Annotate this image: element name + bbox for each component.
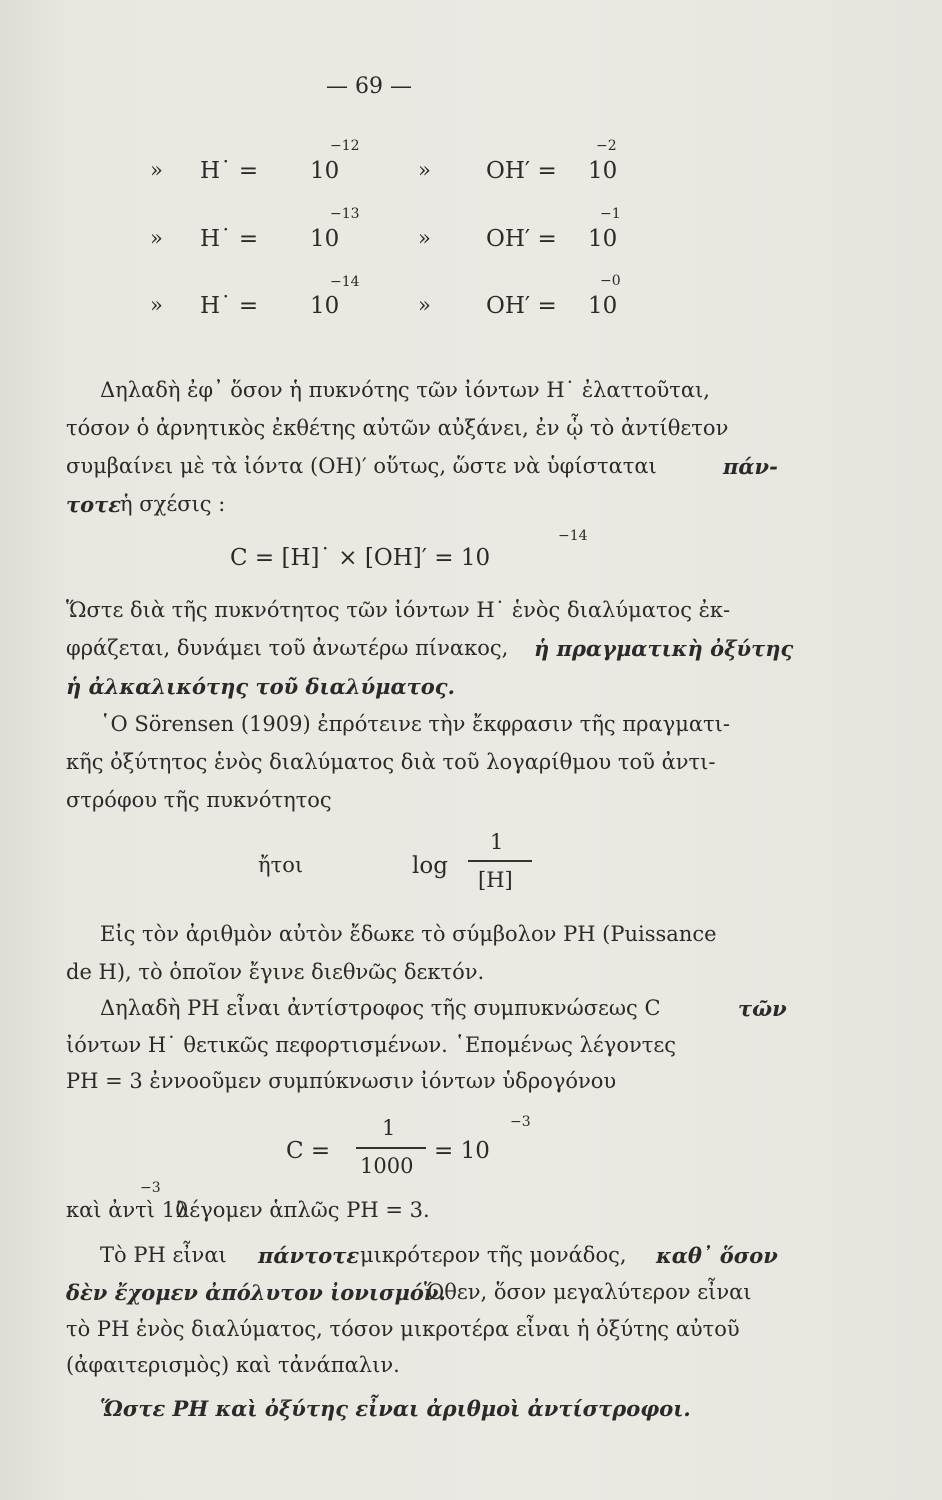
row-oh-base: 10 <box>588 226 618 252</box>
emphasis-text: τοτε <box>66 492 122 517</box>
row-oh-exp: −0 <box>600 273 621 289</box>
inline-exponent: −3 <box>140 1180 161 1196</box>
fraction-bar <box>356 1147 426 1149</box>
text-line: ἰόντων Η˙ θετικῶς πεφορτισμένων. ῾Επομένως λέγοντες <box>66 1033 677 1057</box>
text-line: τὸ PH ἑνὸς διαλύματος, τόσον μικροτέρα εἶναι ἡ ὀξύτης αὐτοῦ <box>66 1317 740 1341</box>
equation-exponent: −14 <box>558 528 588 544</box>
text-line: Τὸ PH εἶναι <box>100 1243 227 1267</box>
text-line: Ὥστε διὰ τῆς πυκνότητος τῶν ἰόντων Η˙ ἑνὸς διαλύματος ἐκ- <box>66 598 731 622</box>
row-h-base: 10 <box>310 158 340 184</box>
row-h-exp: −13 <box>330 206 360 222</box>
row-quote-right: » <box>418 226 431 250</box>
emphasis-text: πάν- <box>723 454 778 479</box>
emphasis-text: καθ᾿ ὅσον <box>656 1243 778 1268</box>
row-quote-left: » <box>150 293 163 317</box>
text-line: Δηλαδὴ ἐφ᾿ ὅσον ἡ πυκνότης τῶν ἰόντων Η˙ ἐλαττοῦται, <box>100 378 710 402</box>
emphasis-text: δὲν ἔχομεν ἀπόλυτον ἰονισμόν. <box>66 1280 446 1305</box>
fraction-numerator: 1 <box>382 1116 396 1140</box>
row-h-exp: −12 <box>330 138 360 154</box>
emphasis-text: ἡ ἀλκαλικότης τοῦ διαλύματος. <box>66 674 455 699</box>
text-line: PH = 3 ἐννοοῦμεν συμπύκνωσιν ἰόντων ὑδρογόνου <box>66 1069 617 1093</box>
row-quote-right: » <box>418 293 431 317</box>
row-oh-rhs: OH′ = <box>486 226 557 252</box>
row-oh-exp: −1 <box>600 206 621 222</box>
equation-log: log <box>412 853 448 879</box>
equation-lhs: C = <box>286 1138 331 1164</box>
row-h-base: 10 <box>310 293 340 319</box>
text-line: Δηλαδὴ PH εἶναι ἀντίστροφος τῆς συμπυκνώσεως C <box>100 996 661 1020</box>
text-line: ἡ σχέσις : <box>120 492 226 516</box>
row-quote-left: » <box>150 226 163 250</box>
emphasis-text: πάντοτε <box>258 1243 360 1268</box>
row-h-exp: −14 <box>330 274 360 290</box>
fraction-numerator: 1 <box>490 830 504 854</box>
text-line: κῆς ὀξύτητος ἑνὸς διαλύματος διὰ τοῦ λογαρίθμου τοῦ ἀντι- <box>66 750 716 774</box>
emphasis-text: τῶν <box>738 996 787 1021</box>
fraction-denominator: [H] <box>478 868 513 892</box>
row-oh-base: 10 <box>588 293 618 319</box>
text-line: (ἀφαιτερισμὸς) καὶ τἀνάπαλιν. <box>66 1353 400 1377</box>
page-number: — 69 — <box>326 74 412 99</box>
text-line: φράζεται, δυνάμει τοῦ ἀνωτέρω πίνακος, <box>66 636 509 660</box>
text-line: ῾Ο Sörensen (1909) ἐπρότεινε τὴν ἔκφρασιν τῆς πραγματι- <box>100 712 730 736</box>
equation-text: C = [H]˙ × [OH]′ = 10 <box>230 545 491 571</box>
fraction-bar <box>468 860 532 862</box>
text-line: συμβαίνει μὲ τὰ ἰόντα (ΟΗ)′ οὕτως, ὥστε νὰ ὑφίσταται <box>66 454 657 478</box>
text-line: Ὅθεν, ὅσον μεγαλύτερον εἶναι <box>424 1280 752 1304</box>
row-quote-left: » <box>150 158 163 182</box>
row-oh-base: 10 <box>588 158 618 184</box>
equation-prefix: ἤτοι <box>258 853 304 877</box>
equation-exponent: −3 <box>510 1114 531 1130</box>
row-h-lhs: H˙ = <box>200 226 259 252</box>
row-oh-rhs: OH′ = <box>486 158 557 184</box>
text-line: μικρότερον τῆς μονάδος, <box>360 1243 627 1267</box>
row-quote-right: » <box>418 158 431 182</box>
row-h-lhs: H˙ = <box>200 293 259 319</box>
row-h-base: 10 <box>310 226 340 252</box>
equation-rhs: = 10 <box>434 1138 490 1164</box>
text-line: καὶ ἀντὶ 10 <box>66 1198 189 1222</box>
conclusion-statement: Ὥστε PH καὶ ὀξύτης εἶναι ἀριθμοὶ ἀντίστροφοι. <box>100 1396 691 1421</box>
text-line: Εἰς τὸν ἀριθμὸν αὐτὸν ἔδωκε τὸ σύμβολον PH (Puissance <box>100 922 717 946</box>
text-line: τόσον ὁ ἀρνητικὸς ἐκθέτης αὐτῶν αὐξάνει, ἐν ᾧ τὸ ἀντίθετον <box>66 416 729 440</box>
text-line: de H), τὸ ὁποῖον ἔγινε διεθνῶς δεκτόν. <box>66 960 485 984</box>
emphasis-text: ἡ πραγματικὴ ὀξύτης <box>534 636 794 661</box>
row-oh-rhs: OH′ = <box>486 293 557 319</box>
row-h-lhs: H˙ = <box>200 158 259 184</box>
text-line: λέγομεν ἁπλῶς PH = 3. <box>176 1198 430 1222</box>
text-line: στρόφου τῆς πυκνότητος <box>66 788 332 812</box>
row-oh-exp: −2 <box>596 138 617 154</box>
fraction-denominator: 1000 <box>360 1154 414 1178</box>
